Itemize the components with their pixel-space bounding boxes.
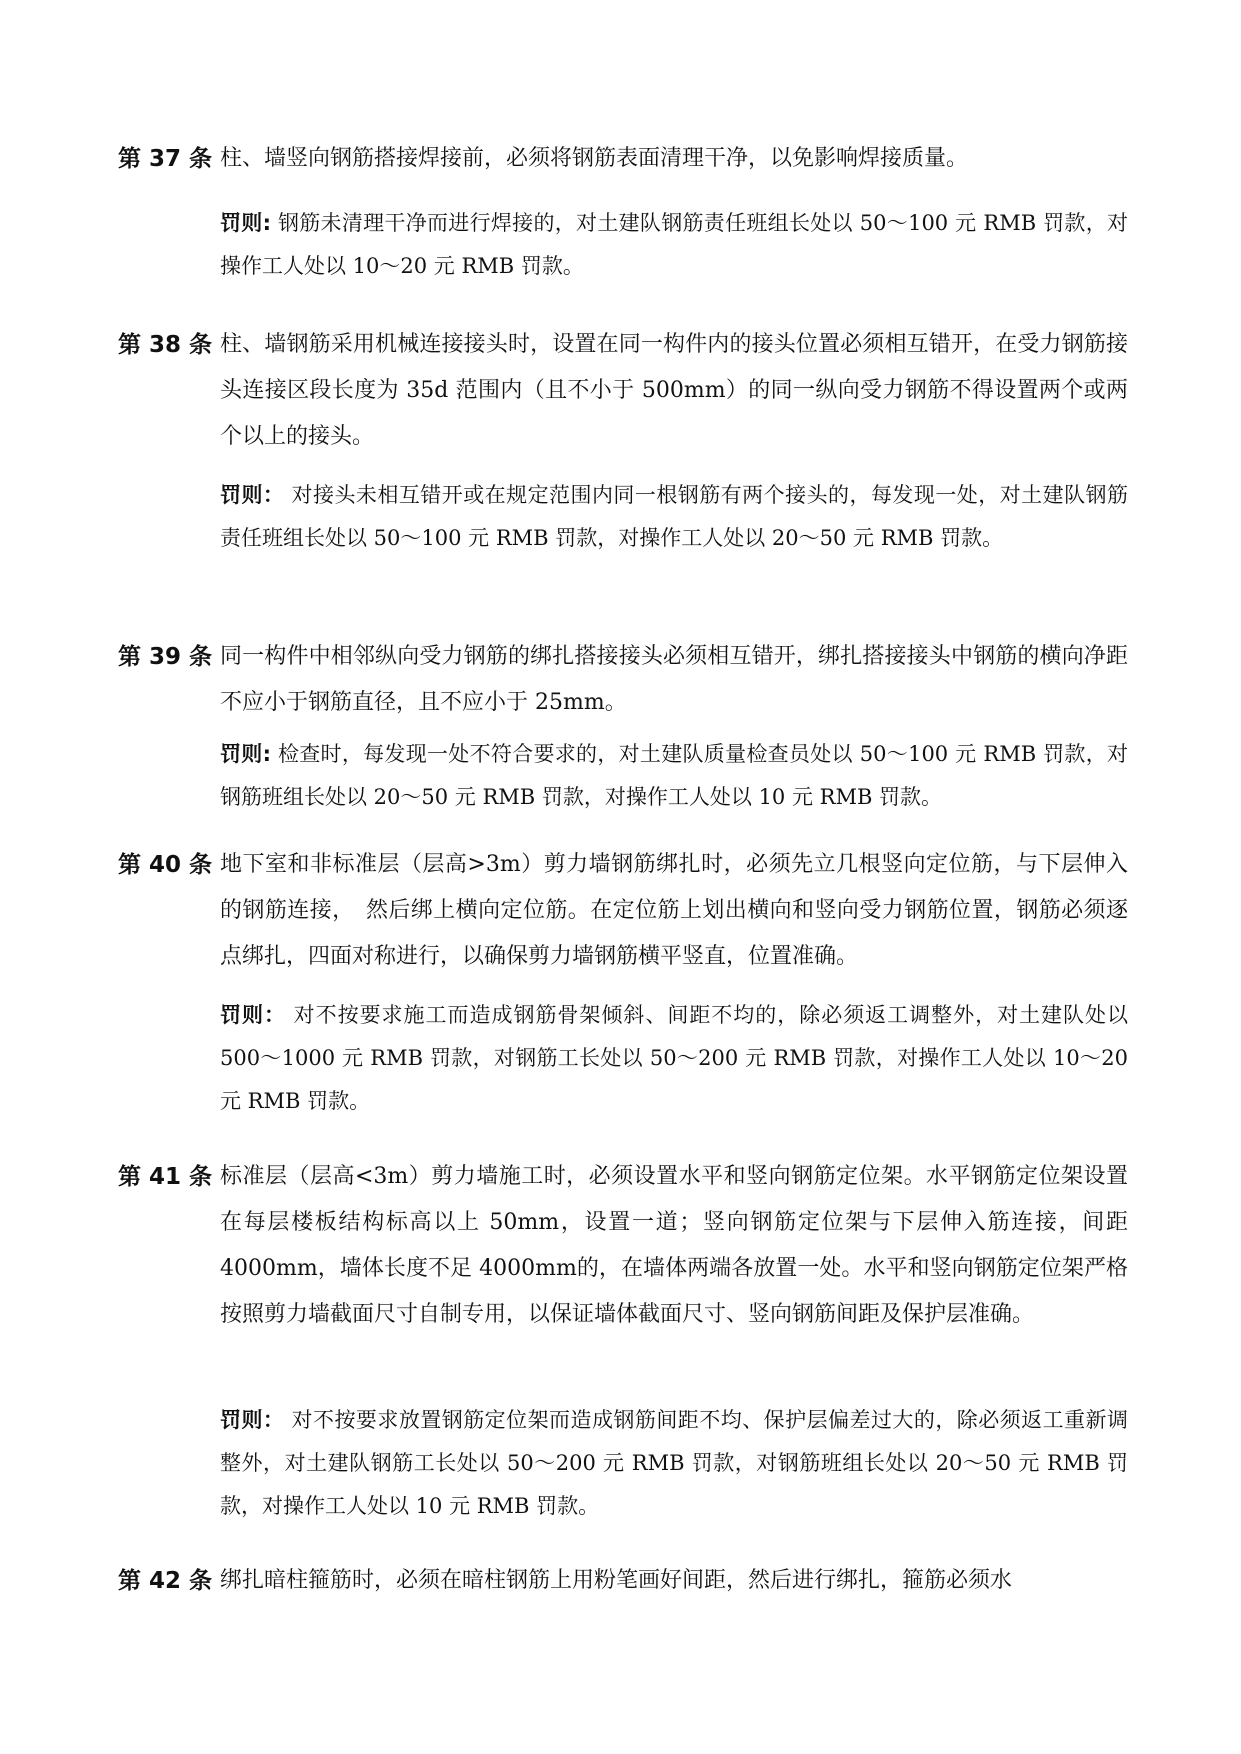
- article-label: 第 42 条: [118, 1568, 213, 1594]
- article-38: [118, 322, 1128, 460]
- article-37: [118, 136, 1128, 182]
- article-text: 绑扎暗柱箍筋时，必须在暗柱钢筋上用粉笔画好间距，然后进行绑扎，箍筋必须水: [220, 1568, 1013, 1593]
- article-text: 同一构件中相邻纵向受力钢筋的绑扎搭接接头必须相互错开，绑扎搭接接头中钢筋的横向净距不应小于钢筋直径，且不应小于 25mm。: [220, 644, 1128, 715]
- penalty-41: [220, 1399, 1128, 1528]
- penalty-text: 对接头未相互错开或在规定范围内同一根钢筋有两个接头的，每发现一处，对土建队钢筋责任班组长处以 50～100 元 RMB 罚款，对操作工人处以 20～50 元 RMB 罚款。: [220, 483, 1129, 550]
- article-label: 第 39 条: [118, 644, 213, 670]
- article-text: 柱、墙钢筋采用机械连接接头时，设置在同一构件内的接头位置必须相互错开，在受力钢筋接头连接区段长度为 35d 范围内（且不小于 500mm）的同一纵向受力钢筋不得设置两个或两个以上的接头。: [220, 332, 1128, 449]
- penalty-38: [220, 474, 1128, 560]
- penalty-label: 罚则:: [220, 211, 271, 235]
- penalty-text: 对不按要求施工而造成钢筋骨架倾斜、间距不均的，除必须返工调整外，对土建队处以 500～1000 元 RMB 罚款，对钢筋工长处以 50～200 元 RMB 罚款，对操作工人处以 10～20 元 RMB 罚款。: [220, 1003, 1129, 1113]
- article-40: [118, 842, 1128, 980]
- penalty-label: 罚则：: [220, 1003, 286, 1027]
- penalty-39: [220, 733, 1128, 819]
- article-label: 第 40 条: [118, 852, 213, 878]
- article-text: 地下室和非标准层（层高>3m）剪力墙钢筋绑扎时，必须先立几根竖向定位筋，与下层伸入的钢筋连接， 然后绑上横向定位筋。在定位筋上划出横向和竖向受力钢筋位置，钢筋必须逐点绑扎，四面对称进行，以确保剪力墙钢筋横平竖直，位置准确。: [220, 852, 1128, 969]
- article-42: [118, 1558, 1128, 1604]
- article-39: [118, 634, 1128, 726]
- penalty-text: 钢筋未清理干净而进行焊接的，对土建队钢筋责任班组长处以 50～100 元 RMB 罚款，对操作工人处以 10～20 元 RMB 罚款。: [220, 211, 1128, 278]
- article-41: [118, 1154, 1128, 1338]
- penalty-text: 检查时，每发现一处不符合要求的，对土建队质量检查员处以 50～100 元 RMB 罚款，对钢筋班组长处以 20～50 元 RMB 罚款，对操作工人处以 10 元 RMB 罚款。: [220, 742, 1128, 809]
- penalty-40: [220, 994, 1128, 1123]
- penalty-label: 罚则：: [220, 1408, 285, 1432]
- article-label: 第 41 条: [118, 1164, 213, 1190]
- penalty-text: 对不按要求放置钢筋定位架而造成钢筋间距不均、保护层偏差过大的，除必须返工重新调整外，对土建队钢筋工长处以 50～200 元 RMB 罚款，对钢筋班组长处以 20～50 元 RMB 罚款，对操作工人处以 10 元 RMB 罚款。: [220, 1408, 1129, 1518]
- article-text: 标准层（层高<3m）剪力墙施工时，必须设置水平和竖向钢筋定位架。水平钢筋定位架设置在每层楼板结构标高以上 50mm，设置一道；竖向钢筋定位架与下层伸入筋连接，间距 4000mm，墙体长度不足 4000mm的，在墙体两端各放置一处。水平和竖向钢筋定位架严格按照剪力墙截面尺寸自制专用，以保证墙体截面尺寸、竖向钢筋间距及保护层准确。: [220, 1164, 1128, 1327]
- article-label: 第 38 条: [118, 332, 213, 358]
- penalty-label: 罚则：: [220, 483, 285, 507]
- penalty-label: 罚则:: [220, 742, 271, 766]
- penalty-37: [220, 202, 1128, 288]
- article-label: 第 37 条: [118, 146, 213, 172]
- article-text: 柱、墙竖向钢筋搭接焊接前，必须将钢筋表面清理干净，以免影响焊接质量。: [220, 146, 969, 171]
